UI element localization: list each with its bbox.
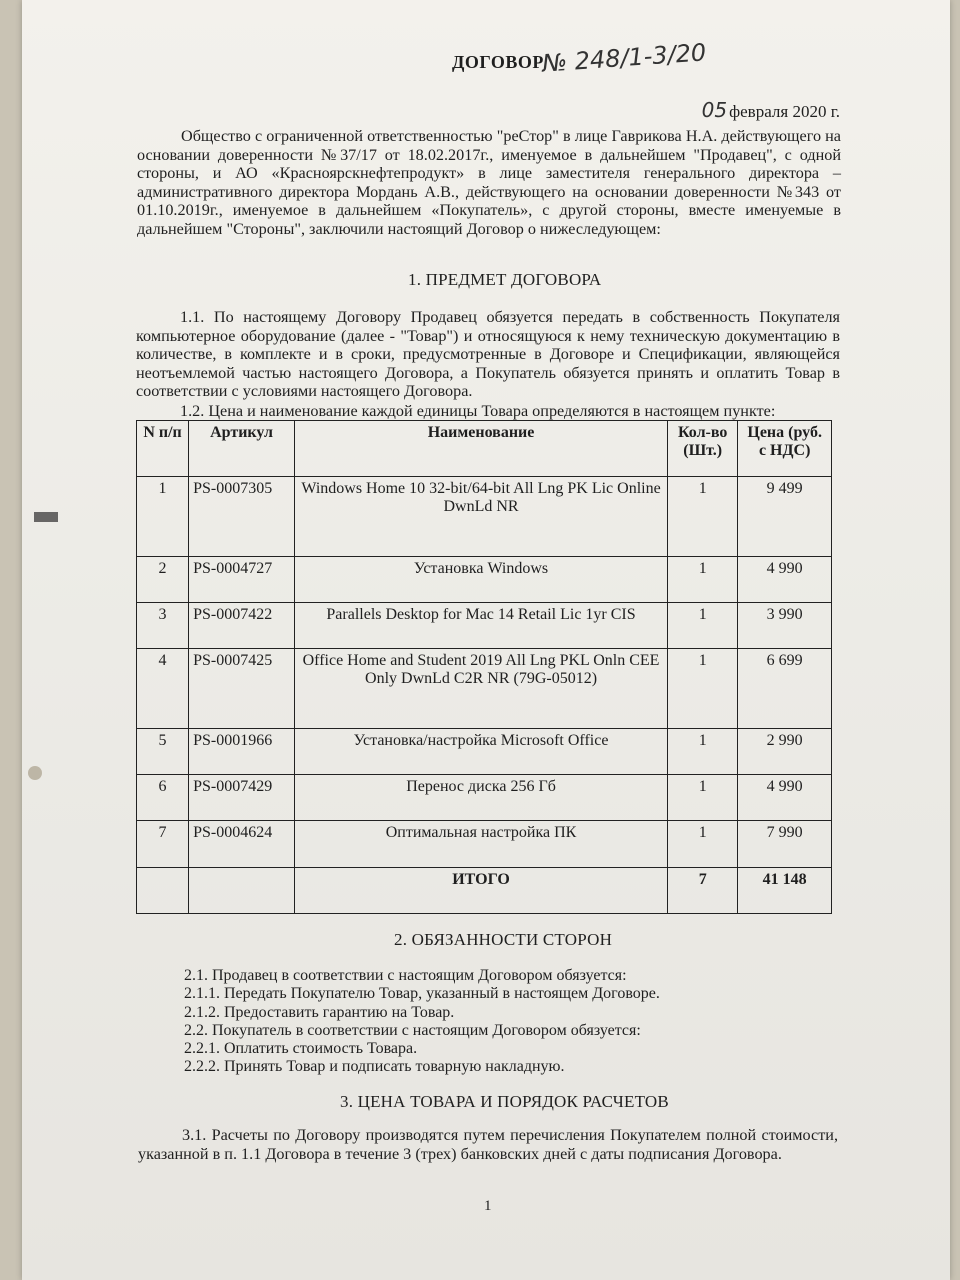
document-date — [702, 98, 840, 122]
row-qty: 1 — [668, 477, 738, 557]
table-row — [137, 556, 832, 602]
date-printed: февраля 2020 г. — [729, 102, 840, 121]
total-qty: 7 — [668, 867, 738, 913]
specification-table — [136, 420, 832, 914]
row-article: PS-0004727 — [189, 556, 295, 602]
list-item: 2.2.1. Оплатить стоимость Товара. — [184, 1040, 418, 1058]
page-number: 1 — [484, 1198, 492, 1214]
header-qty: Кол-во (Шт.) — [668, 421, 738, 477]
document-page — [22, 0, 950, 1280]
punch-hole — [28, 766, 42, 780]
punch-hole-mark — [34, 512, 58, 522]
row-qty: 1 — [668, 775, 738, 821]
table-row — [137, 602, 832, 648]
row-article: PS-0007425 — [189, 649, 295, 729]
header-article: Артикул — [189, 421, 295, 477]
table-total-row — [137, 867, 832, 913]
header-name: Наименование — [295, 421, 668, 477]
section-2-title: 2. ОБЯЗАННОСТИ СТОРОН — [394, 930, 613, 949]
row-name: Оптимальная настройка ПК — [295, 821, 668, 867]
list-item: 2.1.2. Предоставить гарантию на Товар. — [184, 1003, 455, 1021]
table-row — [137, 775, 832, 821]
row-price: 4 990 — [738, 775, 832, 821]
intro-paragraph: Общество с ограниченной ответственностью "реСтор" в лице Гаврикова Н.А. действующего на основании доверенности №37/17 от 18.02.2017г., именуемое в дальнейшем "Продавец", с одной стороны, и АО «Красноярскнефтепродукт» в лице заместителя генерального директора – административного директора Мордань А.В., действующего на основании доверенности №343 от 01.10.2019г., именуемое в дальнейшем «Покупатель», с другой стороны, вместе именуемые в дальнейшем "Стороны", заключили настоящий Договор о нижеследующем: — [137, 127, 841, 238]
document-title: ДОГОВОР — [452, 52, 544, 72]
table-row — [137, 649, 832, 729]
row-name: Установка Windows — [295, 556, 668, 602]
row-price: 4 990 — [738, 556, 832, 602]
total-price: 41 148 — [738, 867, 832, 913]
table-row — [137, 477, 832, 557]
list-item: 2.1.1. Передать Покупателю Товар, указанный в настоящем Договоре. — [184, 985, 660, 1003]
clause-1-1: 1.1. По настоящему Договору Продавец обязуется передать в собственность Покупателя компьютерное оборудование (далее - "Товар") и относящуюся к нему техническую документацию в количестве, в комплекте и в сроки, предусмотренные в Договоре и Спецификации, являющейся неотъемлемой частью настоящего Договора, а Покупатель обязуется принять и оплатить Товар в соответствии с условиями настоящего Договора. — [136, 308, 840, 401]
row-num: 5 — [137, 728, 189, 774]
row-num: 1 — [137, 477, 189, 557]
row-qty: 1 — [668, 556, 738, 602]
header-num: N п/п — [137, 421, 189, 477]
table-row — [137, 728, 832, 774]
row-name: Office Home and Student 2019 All Lng PKL Onln CEE Only DwnLd C2R NR (79G-05012) — [295, 649, 668, 729]
row-article: PS-0007422 — [189, 602, 295, 648]
row-article: PS-0007305 — [189, 477, 295, 557]
section-3-title: 3. ЦЕНА ТОВАРА И ПОРЯДОК РАСЧЕТОВ — [340, 1092, 669, 1111]
row-qty: 1 — [668, 728, 738, 774]
row-qty: 1 — [668, 602, 738, 648]
clause-3-1: 3.1. Расчеты по Договору производятся путем перечисления Покупателем полной стоимости, указанной в п. 1.1 Договора в течение 3 (трех) банковских дней с даты подписания Договора. — [138, 1126, 838, 1163]
table-header-row — [137, 421, 832, 477]
list-item: 2.1. Продавец в соответствии с настоящим Договором обязуется: — [184, 967, 627, 984]
total-label: ИТОГО — [295, 867, 668, 913]
row-name: Установка/настройка Microsoft Office — [295, 728, 668, 774]
section-2-list — [184, 967, 824, 1077]
row-num: 4 — [137, 649, 189, 729]
list-item: 2.2. Покупатель в соответствии с настоящим Договором обязуется: — [184, 1021, 641, 1039]
date-day-handwritten: 05 — [701, 98, 728, 122]
row-price: 2 990 — [738, 728, 832, 774]
row-article: PS-0007429 — [189, 775, 295, 821]
row-name: Parallels Desktop for Mac 14 Retail Lic 1yr CIS — [295, 602, 668, 648]
row-name: Перенос диска 256 Гб — [295, 775, 668, 821]
row-price: 3 990 — [738, 602, 832, 648]
row-price: 9 499 — [738, 477, 832, 557]
row-article: PS-0004624 — [189, 821, 295, 867]
row-num: 2 — [137, 556, 189, 602]
row-price: 6 699 — [738, 649, 832, 729]
total-article-empty — [189, 867, 295, 913]
row-article: PS-0001966 — [189, 728, 295, 774]
section-1-title: 1. ПРЕДМЕТ ДОГОВОРА — [408, 270, 602, 289]
list-item: 2.2.2. Принять Товар и подписать товарную накладную. — [184, 1058, 565, 1076]
row-num: 7 — [137, 821, 189, 867]
row-name: Windows Home 10 32-bit/64-bit All Lng PK Lic Online DwnLd NR — [295, 477, 668, 557]
row-num: 3 — [137, 602, 189, 648]
table-row — [137, 821, 832, 867]
row-price: 7 990 — [738, 821, 832, 867]
total-num-empty — [137, 867, 189, 913]
row-num: 6 — [137, 775, 189, 821]
row-qty: 1 — [668, 649, 738, 729]
header-price: Цена (руб. с НДС) — [738, 421, 832, 477]
clause-1-2: 1.2. Цена и наименование каждой единицы Товара определяются в настоящем пункте: — [180, 402, 776, 420]
row-qty: 1 — [668, 821, 738, 867]
handwritten-contract-number: № 248/1-3/20 — [541, 38, 708, 78]
